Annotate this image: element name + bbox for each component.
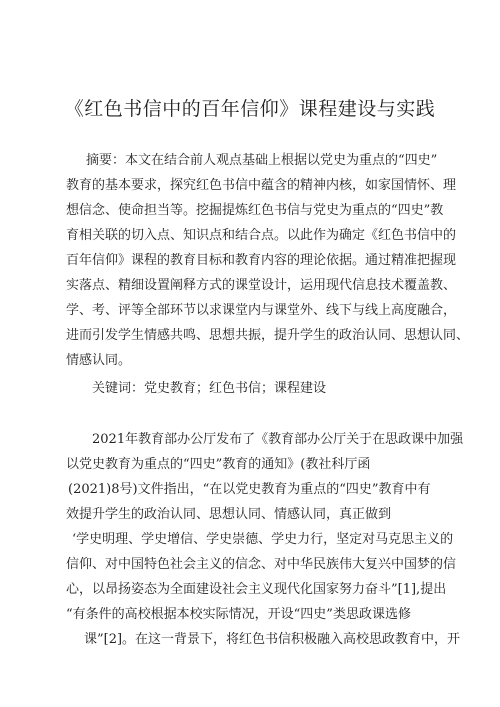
body-line: (2021)8号)文件指出，“在以党史教育为重点的“四史”教育中有 xyxy=(68,482,431,497)
body-line: ‘学史明理、学史增信、学史崇德、学史力行，坚定对马克思主义的 xyxy=(72,532,454,547)
body-line: 课”[2]。在这一背景下，将红色书信积极融入高校思政教育中，开 xyxy=(84,632,461,647)
abstract-line: 学、考、评等全部环节以求课堂内与课堂外、线下与线上高度融合， xyxy=(66,303,457,318)
body-line: 以党史教育为重点的“四史”教育的通知》(教社科厅函 xyxy=(66,457,371,472)
body-line: “有条件的高校根据本校实际情况，开设“四史”类思政课选修 xyxy=(66,607,411,622)
body-line: 效提升学生的政治认同、思想认同、情感认同，真正做到 xyxy=(66,507,392,522)
abstract-line: 教育的基本要求，探究红色书信中蕴含的精神内核，如家国情怀、理 xyxy=(66,178,457,193)
keywords-line: 关键词：党史教育；红色书信；课程建设 xyxy=(92,381,327,396)
abstract-line: 情感认同。 xyxy=(66,353,132,368)
abstract-line: 想信念、使命担当等。挖掘提炼红色书信与党史为重点的“四史”教 xyxy=(66,203,444,218)
abstract-line: 摘要：本文在结合前人观点基础上根据以党史为重点的“四史” xyxy=(86,153,438,168)
abstract-line: 育相关联的切入点、知识点和结合点。以此作为确定《红色书信中的 xyxy=(66,228,457,243)
abstract-line: 百年信仰》课程的教育目标和教育内容的理论依据。通过精准把握现 xyxy=(66,253,457,268)
body-line: 心，以昂扬姿态为全面建设社会主义现代化国家努力奋斗”[1],提出 xyxy=(66,582,447,597)
abstract-line: 实落点、精细设置阐释方式的课堂设计，运用现代信息技术覆盖教、 xyxy=(66,278,457,293)
body-line: 信仰、对中国特色社会主义的信念、对中华民族伟大复兴中国梦的信 xyxy=(66,557,457,572)
body-line: 2021年教育部办公厅发布了《教育部办公厅关于在思政课中加强 xyxy=(92,432,464,447)
abstract-line: 进而引发学生情感共鸣、思想共振，提升学生的政治认同、思想认同、 xyxy=(66,328,470,343)
document-title: 《红色书信中的百年信仰》课程建设与实践 xyxy=(64,98,436,120)
